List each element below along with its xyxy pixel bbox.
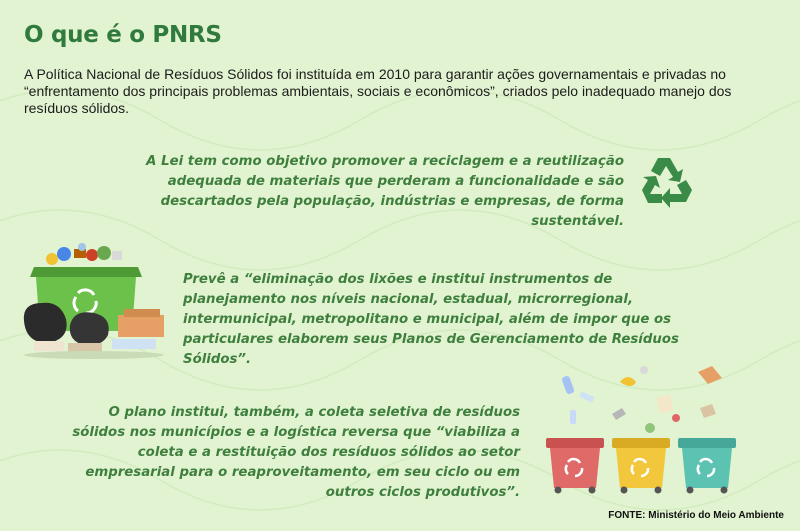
plan-text: Prevê a “eliminação dos lixões e institui instrumentos de planejamento nos níveis nacional, estadual, microrregional, intermunicipal, metropolitano e municipal, além de impor que os particulares elaborem seus Planos de Gerenciamento de Resíduos Sólidos”. — [183, 272, 679, 367]
selective-collection-text: O plano institui, também, a coleta seletiva de resíduos sólidos nos municípios e a logística reversa que “viabiliza a coleta e a restituição dos resíduos sólidos ao setor empresarial para o reaproveitamento, em seu ciclo ou em outros ciclos produtivos”. — [72, 405, 520, 500]
intro-paragraph: A Política Nacional de Resíduos Sólidos foi instituída em 2010 para garantir ações governamentais e privadas no “enfrentamento dos principais problemas ambientais, sociais e econômicos”, criados pelo inadequado manejo dos resíduos sólidos. — [24, 66, 732, 116]
page-title: O que é o PNRS — [24, 22, 222, 48]
recycling-bins-illustration — [540, 360, 740, 500]
recycle-icon — [636, 152, 698, 212]
flying-waste — [561, 366, 722, 433]
cardboard-box — [118, 315, 164, 337]
dumpster-illustration — [16, 243, 172, 360]
teal-bin — [678, 438, 736, 494]
black-trash-bag — [24, 303, 67, 343]
yellow-bin — [612, 438, 670, 494]
dumpster-lid — [30, 267, 142, 277]
source-credit: FONTE: Ministério do Meio Ambiente — [608, 510, 784, 521]
objective-text: A Lei tem como objetivo promover a reciclagem e a reutilização adequada de materiais que perderam a funcionalidade e são descartados pela população, indústrias e empresas, de forma sustentável. — [146, 154, 624, 229]
red-bin — [546, 438, 604, 494]
trash-pile — [46, 243, 122, 265]
